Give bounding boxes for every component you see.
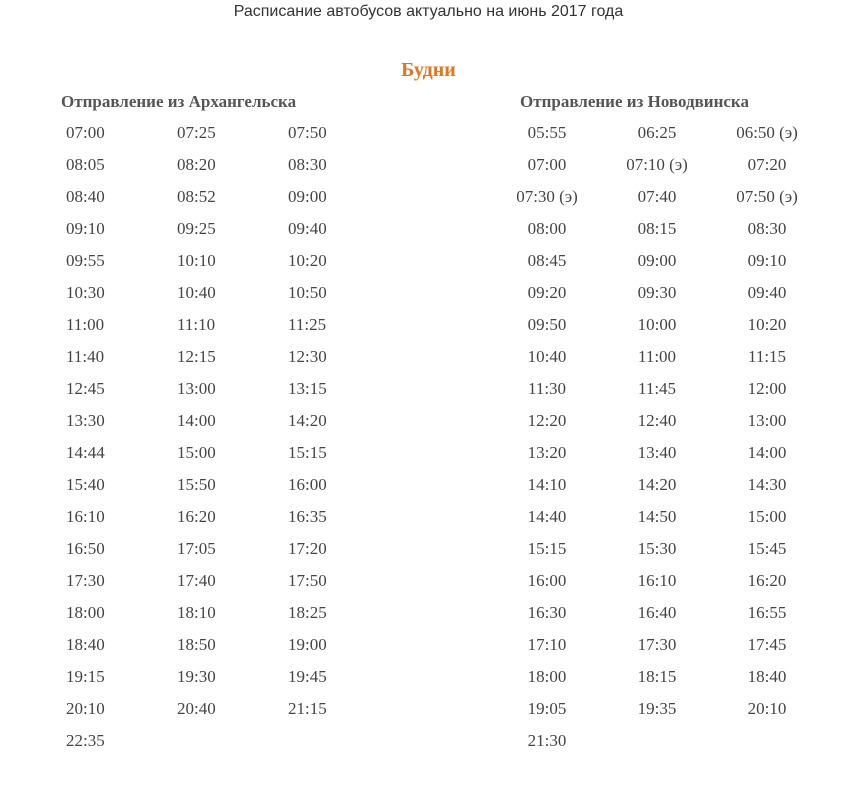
departure-time: 11:00 [66, 315, 105, 334]
departure-time: 12:45 [66, 379, 105, 398]
departure-time: 09:55 [66, 251, 105, 270]
departure-time: 17:45 [747, 635, 787, 654]
departure-time: 07:50 [288, 123, 327, 142]
departure-time: 07:00 [527, 155, 567, 174]
departure-time: 16:00 [288, 475, 327, 494]
departure-time: 10:40 [527, 347, 567, 366]
departure-time: 07:10 (э) [626, 155, 688, 174]
departure-time: 12:30 [288, 347, 327, 366]
section-title-weekdays: Будни [401, 59, 456, 81]
departure-time: 08:40 [66, 187, 105, 206]
departure-time: 16:50 [66, 539, 105, 558]
departure-time: 11:30 [527, 379, 567, 398]
departure-time: 19:05 [527, 699, 567, 718]
departure-time: 19:30 [177, 667, 216, 686]
departure-time: 10:40 [177, 283, 216, 302]
departure-time: 15:30 [637, 539, 677, 558]
departure-time: 17:05 [177, 539, 216, 558]
departure-time: 17:10 [527, 635, 567, 654]
departure-time: 09:00 [288, 187, 327, 206]
departure-time: 08:00 [527, 219, 567, 238]
departure-time: 21:15 [288, 699, 327, 718]
departure-time: 17:50 [288, 571, 327, 590]
departure-time: 10:10 [177, 251, 216, 270]
departure-time: 10:50 [288, 283, 327, 302]
departure-time: 15:45 [747, 539, 787, 558]
departure-time: 07:30 (э) [516, 187, 578, 206]
departure-time: 17:20 [288, 539, 327, 558]
departure-time: 09:25 [177, 219, 216, 238]
departure-time: 09:00 [637, 251, 677, 270]
departure-time: 07:20 [747, 155, 787, 174]
departure-time: 16:40 [637, 603, 677, 622]
departure-time: 19:00 [288, 635, 327, 654]
departure-time: 19:35 [637, 699, 677, 718]
departure-time: 15:40 [66, 475, 105, 494]
departure-time: 18:10 [177, 603, 216, 622]
departure-time: 19:15 [66, 667, 105, 686]
departure-time: 07:50 (э) [736, 187, 798, 206]
departure-time: 14:20 [637, 475, 677, 494]
departure-time: 08:30 [288, 155, 327, 174]
departure-time: 13:40 [637, 443, 677, 462]
departure-time: 18:40 [66, 635, 105, 654]
departure-time: 07:40 [637, 187, 677, 206]
departure-time: 18:00 [66, 603, 105, 622]
departure-time: 11:25 [288, 315, 327, 334]
departure-time: 12:00 [747, 379, 787, 398]
departure-time: 14:50 [637, 507, 677, 526]
departure-time: 21:30 [527, 731, 567, 750]
departure-time: 16:30 [527, 603, 567, 622]
departure-time: 13:00 [747, 411, 787, 430]
departure-time: 13:15 [288, 379, 327, 398]
departure-time: 10:20 [747, 315, 787, 334]
schedule-novodvinsk [492, 117, 822, 757]
departure-time: 09:20 [527, 283, 567, 302]
departure-time: 13:30 [66, 411, 105, 430]
departure-time: 11:15 [747, 347, 787, 366]
departure-time: 22:35 [66, 731, 105, 750]
departure-time: 09:40 [288, 219, 327, 238]
page-title: Расписание автобусов актуально на июнь 2017 года [233, 3, 624, 20]
departure-time: 11:45 [637, 379, 677, 398]
departure-time: 11:40 [66, 347, 105, 366]
departure-time: 14:10 [527, 475, 567, 494]
departure-time: 08:45 [527, 251, 567, 270]
departure-time: 16:10 [637, 571, 677, 590]
departure-time: 05:55 [527, 123, 567, 142]
departure-time: 10:30 [66, 283, 105, 302]
departure-time: 15:50 [177, 475, 216, 494]
departure-time: 08:30 [747, 219, 787, 238]
departure-time: 11:00 [637, 347, 677, 366]
departure-time: 15:15 [527, 539, 567, 558]
departure-time: 14:30 [747, 475, 787, 494]
departure-time: 08:15 [637, 219, 677, 238]
departure-time: 12:15 [177, 347, 216, 366]
departure-time: 15:00 [747, 507, 787, 526]
heading-from-arkhangelsk: Отправление из Архангельска [61, 92, 297, 111]
departure-time: 16:20 [177, 507, 216, 526]
departure-time: 07:25 [177, 123, 216, 142]
departure-time: 14:20 [288, 411, 327, 430]
departure-time: 20:40 [177, 699, 216, 718]
departure-time: 14:00 [177, 411, 216, 430]
departure-time: 13:00 [177, 379, 216, 398]
departure-time: 20:10 [747, 699, 787, 718]
departure-time: 18:00 [527, 667, 567, 686]
departure-time: 14:40 [527, 507, 567, 526]
schedule-arkhangelsk [58, 117, 391, 757]
departure-time: 16:20 [747, 571, 787, 590]
departure-time: 18:40 [747, 667, 787, 686]
departure-time: 19:45 [288, 667, 327, 686]
departure-time: 09:50 [527, 315, 567, 334]
departure-time: 15:15 [288, 443, 327, 462]
departure-time: 06:25 [637, 123, 677, 142]
departure-time: 17:30 [637, 635, 677, 654]
departure-time: 15:00 [177, 443, 216, 462]
departure-time: 14:00 [747, 443, 787, 462]
departure-time: 11:10 [177, 315, 216, 334]
departure-time: 17:40 [177, 571, 216, 590]
departure-time: 12:20 [527, 411, 567, 430]
departure-time: 20:10 [66, 699, 105, 718]
departure-time: 18:50 [177, 635, 216, 654]
departure-time: 08:20 [177, 155, 216, 174]
departure-time: 10:20 [288, 251, 327, 270]
departure-time: 08:52 [177, 187, 216, 206]
departure-time: 16:00 [527, 571, 567, 590]
departure-time: 16:35 [288, 507, 327, 526]
departure-time: 16:55 [747, 603, 787, 622]
departure-time: 07:00 [66, 123, 105, 142]
departure-time: 09:30 [637, 283, 677, 302]
departure-time: 08:05 [66, 155, 105, 174]
departure-time: 09:40 [747, 283, 787, 302]
heading-from-novodvinsk: Отправление из Новодвинска [520, 92, 749, 111]
departure-time: 10:00 [637, 315, 677, 334]
departure-time: 18:25 [288, 603, 327, 622]
departure-time: 16:10 [66, 507, 105, 526]
departure-time: 14:44 [66, 443, 105, 462]
departure-time: 17:30 [66, 571, 105, 590]
departure-time: 13:20 [527, 443, 567, 462]
departure-time: 18:15 [637, 667, 677, 686]
departure-time: 12:40 [637, 411, 677, 430]
departure-time: 06:50 (э) [736, 123, 798, 142]
departure-time: 09:10 [66, 219, 105, 238]
departure-time: 09:10 [747, 251, 787, 270]
